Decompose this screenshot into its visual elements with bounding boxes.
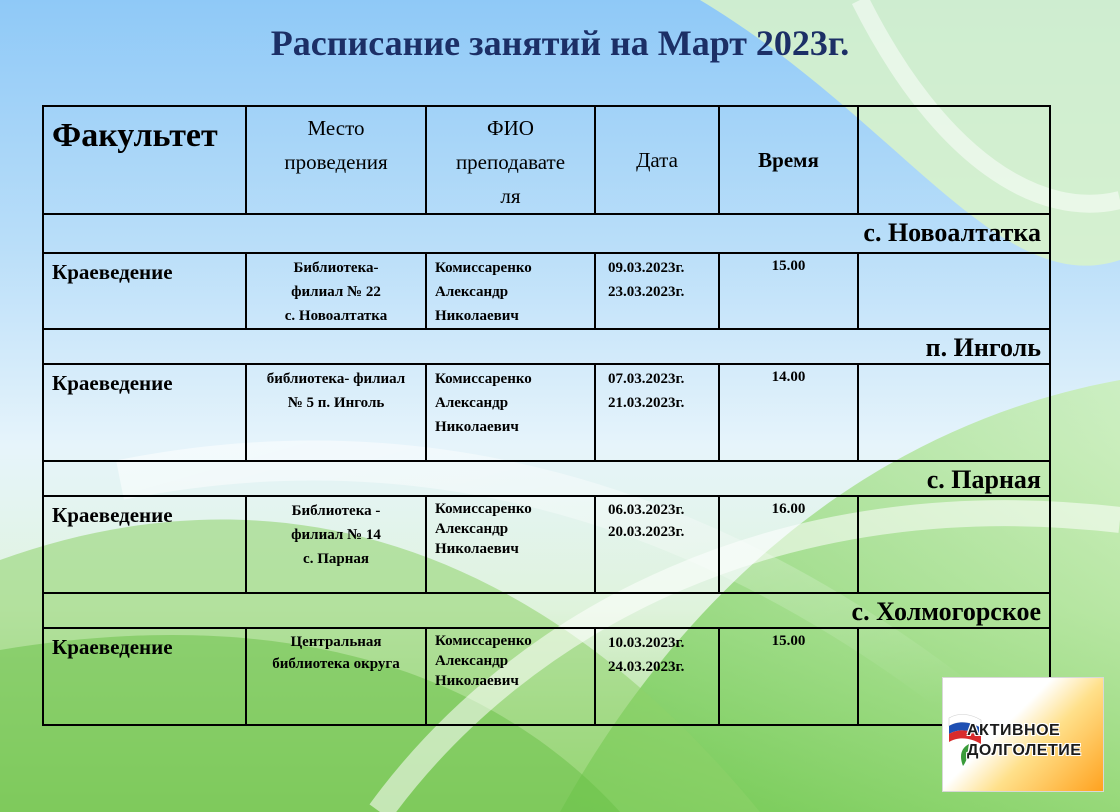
header-date: Дата: [595, 106, 719, 214]
logo-line-1: АКТИВНОЕ: [967, 722, 1061, 739]
place-cell: Библиотека- филиал № 22 с. Новоалтатка: [246, 253, 426, 329]
location-row: [43, 593, 1050, 628]
extra-cell: [858, 364, 1050, 461]
date-cell: 06.03.2023г. 20.03.2023г.: [595, 496, 719, 593]
date-cell: 10.03.2023г. 24.03.2023г.: [595, 628, 719, 725]
faculty-cell: Краеведение: [43, 253, 246, 329]
teacher-cell: Комиссаренко Александр Николаевич: [426, 628, 595, 725]
location-label: с. Холмогорское: [43, 593, 1050, 628]
header-teacher: ФИО преподавате ля: [426, 106, 595, 214]
extra-cell: [858, 253, 1050, 329]
date-cell: 07.03.2023г. 21.03.2023г.: [595, 364, 719, 461]
faculty-cell: Краеведение: [43, 496, 246, 593]
table-row: [43, 496, 1050, 593]
teacher-cell: Комиссаренко Александр Николаевич: [426, 496, 595, 593]
time-cell: 15.00: [719, 253, 858, 329]
location-label: с. Парная: [43, 461, 1050, 496]
schedule-table: [42, 105, 1051, 726]
header-faculty: Факультет: [43, 106, 246, 214]
active-longevity-logo: [942, 677, 1104, 792]
header-place: Место проведения: [246, 106, 426, 214]
place-cell: библиотека- филиал № 5 п. Инголь: [246, 364, 426, 461]
time-cell: 15.00: [719, 628, 858, 725]
place-cell: Центральная библиотека округа: [246, 628, 426, 725]
location-row: [43, 329, 1050, 364]
time-cell: 14.00: [719, 364, 858, 461]
location-label: с. Новоалтатка: [43, 214, 1050, 253]
faculty-cell: Краеведение: [43, 364, 246, 461]
place-cell: Библиотека - филиал № 14 с. Парная: [246, 496, 426, 593]
extra-cell: [858, 496, 1050, 593]
faculty-cell: Краеведение: [43, 628, 246, 725]
location-row: [43, 214, 1050, 253]
table-row: [43, 628, 1050, 725]
location-label: п. Инголь: [43, 329, 1050, 364]
header-row: [43, 106, 1050, 214]
header-time: Время: [719, 106, 858, 214]
location-row: [43, 461, 1050, 496]
date-cell: 09.03.2023г. 23.03.2023г.: [595, 253, 719, 329]
time-cell: 16.00: [719, 496, 858, 593]
logo-line-2: ДОЛГОЛЕТИЕ: [967, 742, 1082, 759]
header-extra: [858, 106, 1050, 214]
teacher-cell: Комиссаренко Александр Николаевич: [426, 364, 595, 461]
table-row: [43, 253, 1050, 329]
table-row: [43, 364, 1050, 461]
teacher-cell: Комиссаренко Александр Николаевич: [426, 253, 595, 329]
page-title: Расписание занятий на Март 2023г.: [270, 23, 850, 63]
